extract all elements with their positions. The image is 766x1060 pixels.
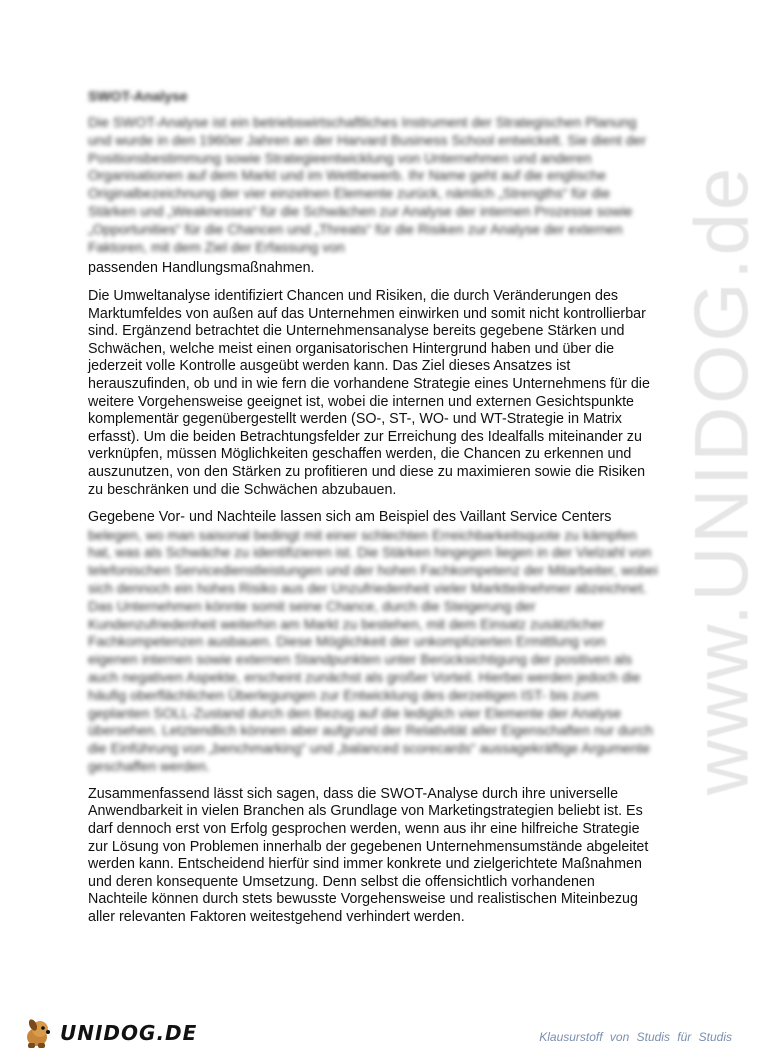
watermark-text: www.UNIDOG.de xyxy=(679,164,765,796)
paragraph-example: belegen, wo man saisonal bedingt mit einer schlechten Erreichbarkeitsquote zu kämpfen hat, was als Schwäche zu identifizieren ist. Die Stärken hingegen liegen in der Vielzahl von telefonischen Servicedienstleistungen und der hohen Fachkompetenz der Mitarbeiter, wobei sich dennoch ein hohes Risiko aus der Unzufriedenheit vieler Marktteilnehmer abzeichnet. Das Unternehmen könnte somit seine Chance, durch die Steigerung der Kundenzufriedenheit weiterhin am Markt zu bestehen, mit dem Einsatz zusätzlicher Fachkompetenzen ausbauen. Diese Möglichkeit der unkomplizierten Ermittlung von eigenen internen sowie externen Standpunkten unter Berücksichtigung der positiven als auch negativen Aspekte, erscheint zunächst als großer Vorteil. Hierbei werden jedoch die häufig oberflächlichen Überlegungen zur Entwicklung des derzeitigen IST- bis zum geplanten SOLL-Zustand durch den Bezug auf die lediglich vier Elemente der Analyse übersehen. Letztendlich können aber aufgrund der Relativität aller Eigenschaften nur durch die Einführung von „benchmarking“ und „balanced scorecards“ aussagekräftige Argumente geschaffen werden. xyxy=(88,526,658,775)
blurred-section-example xyxy=(88,527,658,776)
paragraph-analysis: Die Umweltanalyse identifiziert Chancen und Risiken, die durch Veränderungen des Marktumfeldes von außen auf das Unternehmen einwirken und somit nicht kontrollierbar sind. Ergänzend betrachtet die Unternehmensanalyse bereits gegebene Stärken und Schwächen, welche meist einen organisatorischen Hintergrund haben und über die jederzeit volle Kontrolle ausgeübt werden kann. Das Ziel dieses Ansatzes ist herauszufinden, ob und in wie fern die vorhandene Strategie eines Unternehmens für die weitere Vorgehensweise geeignet ist, wobei die internen und externen Gesichtspunkte komplementär gegenübergestellt werden (SO-, ST-, WO- und WT-Strategie in Matrix erfasst). Um die beiden Betrachtungsfelder zur Erreichung des Idealfalls miteinander zu verknüpfen, müssen Möglichkeiten geschaffen werden, die Chancen zu erkennen und auszunutzen, von den Stärken zu profitieren und diese zu maximieren sowie die Risiken zu beschränken und die Schwächen abzubauen. xyxy=(88,287,650,498)
paragraph-conclusion: Zusammenfassend lässt sich sagen, dass die SWOT-Analyse durch ihre universelle Anwendbarkeit in vielen Branchen als Grundlage von Marketingstrategien beliebt ist. Es darf dennoch erst von Erfolg gesprochen werden, wenn aus ihr eine hilfreiche Strategie zur Lösung von Problemen innerhalb der gegebenen Unternehmensumstände abgeleitet werden kann. Entscheidend hierfür sind immer konkrete und zielgerichtete Maßnahmen und deren konsequente Umsetzung. Denn selbst die offensichtlich vorhandenen Nachteile können durch stets bewusste Vorgehensweise und realistischen Miteinbezug aller relevanten Faktoren weitestgehend verhindert werden. xyxy=(88,785,649,925)
document-page xyxy=(88,88,658,937)
blurred-section-intro xyxy=(88,88,658,256)
footer-slogan: Klausurstoff von Studis für Studis xyxy=(539,1030,732,1044)
paragraph-example-head: Gegebene Vor- und Nachteile lassen sich am Beispiel des Vaillant Service Centers xyxy=(88,509,612,526)
unidog-logo[interactable] xyxy=(22,1016,197,1050)
logo-text: UNIDOG.DE xyxy=(60,1021,198,1045)
dog-icon xyxy=(22,1016,56,1050)
document-title: SWOT-Analyse xyxy=(88,88,188,104)
paragraph-intro: Die SWOT-Analyse ist ein betriebswirtschaftliches Instrument der Strategischen Planung und wurde in den 1960er Jahren an der Harvard Business School entwickelt. Sie dient der Positionsbestimmung sowie Strategieentwicklung von Unternehmen und anderen Organisationen auf dem Markt und im Wettbewerb. Ihr Name geht auf die englische Originalbezeichnung der vier einzelnen Elemente zurück, nämlich „Strengths“ für die Stärken und „Weaknesses“ für die Schwächen zur Analyse der internen Prozesse sowie „Opportunities“ für die Chancen und „Threats“ für die Risiken zur Analyse der externen Faktoren, mit dem Ziel der Erfassung von xyxy=(88,114,646,255)
paragraph-intro-tail: passenden Handlungsmaßnahmen. xyxy=(88,260,315,277)
